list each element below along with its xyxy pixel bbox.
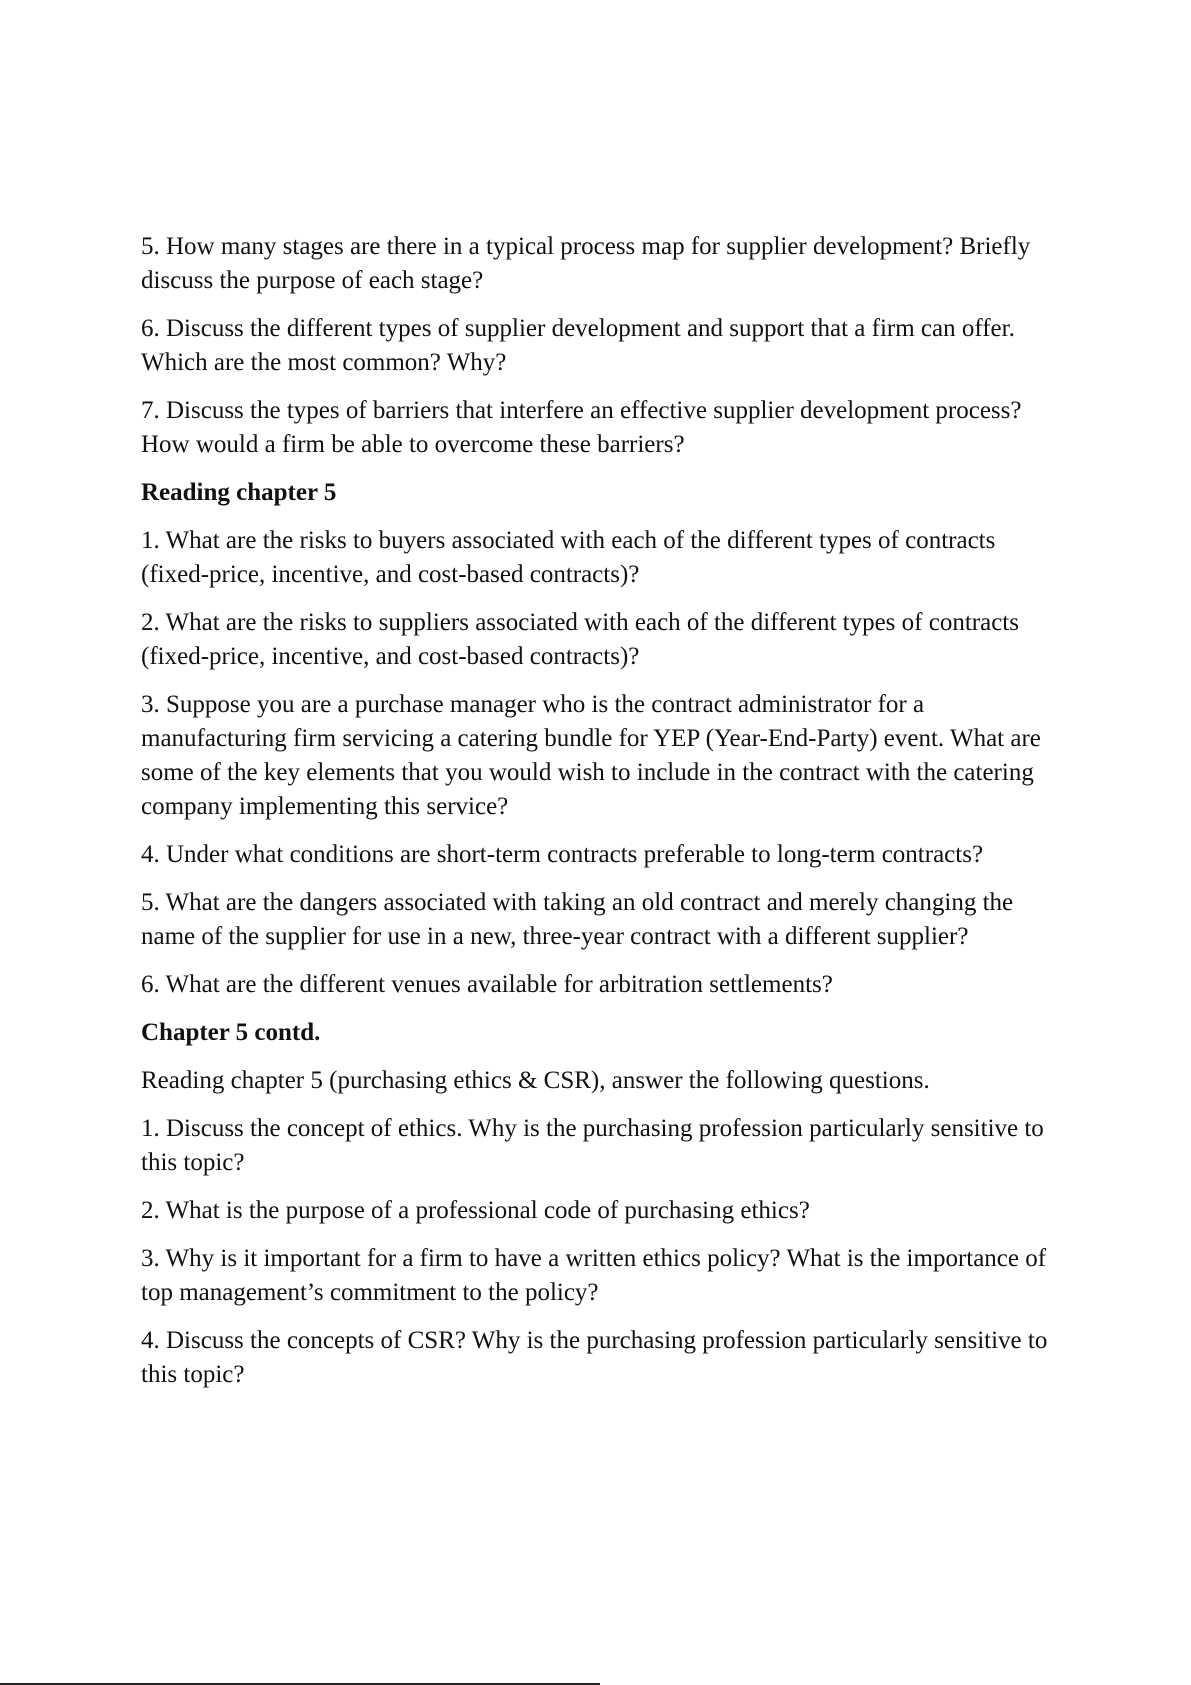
question-ch5-1: 1. What are the risks to buyers associated with each of the different types of contracts (fixed-price, incentive, and cost-based contracts)?	[141, 527, 996, 588]
question-ch5-3: 3. Suppose you are a purchase manager who is the contract administrator for a manufacturing firm servicing a catering bundle for YEP (Year-End-Party) event. What are some of the key elements that you would wish to include in the contract with the catering company implementing this service?	[141, 691, 1041, 820]
question-ch5-5: 5. What are the dangers associated with taking an old contract and merely changing the name of the supplier for use in a new, three-year contract with a different supplier?	[141, 889, 1014, 950]
document-content	[141, 230, 1061, 1406]
question-ethics-2: 2. What is the purpose of a professional code of purchasing ethics?	[141, 1197, 810, 1224]
question-ch4-5: 5. How many stages are there in a typical process map for supplier development? Briefly discuss the purpose of each stage?	[141, 233, 1031, 294]
section-intro: Reading chapter 5 (purchasing ethics & CSR), answer the following questions.	[141, 1067, 930, 1094]
section-heading-chapter-5-contd: Chapter 5 contd.	[141, 1019, 321, 1046]
question-ethics-3: 3. Why is it important for a firm to have a written ethics policy? What is the importance of top management’s commitment to the policy?	[141, 1245, 1047, 1306]
question-ch5-2: 2. What are the risks to suppliers associated with each of the different types of contracts (fixed-price, incentive, and cost-based contracts)?	[141, 609, 1019, 670]
question-ch4-7: 7. Discuss the types of barriers that interfere an effective supplier development process? How would a firm be able to overcome these barriers?	[141, 397, 1022, 458]
section-heading-reading-chapter-5: Reading chapter 5	[141, 479, 337, 506]
question-ch4-6: 6. Discuss the different types of supplier development and support that a firm can offer. Which are the most common? Why?	[141, 315, 1015, 376]
question-ethics-1: 1. Discuss the concept of ethics. Why is the purchasing profession particularly sensitive to this topic?	[141, 1115, 1044, 1176]
question-ch5-6: 6. What are the different venues available for arbitration settlements?	[141, 971, 833, 998]
question-ethics-4: 4. Discuss the concepts of CSR? Why is the purchasing profession particularly sensitive to this topic?	[141, 1327, 1048, 1388]
question-ch5-4: 4. Under what conditions are short-term contracts preferable to long-term contracts?	[141, 841, 984, 868]
